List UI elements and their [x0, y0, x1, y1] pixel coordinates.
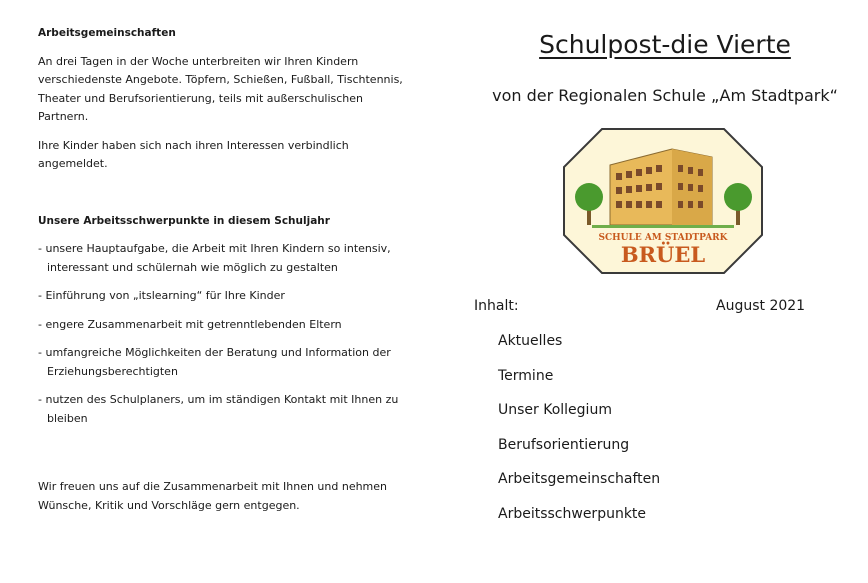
closing-paragraph: Wir freuen uns auf die Zusammenarbeit mit Ihnen und nehmen Wünsche, Kritik und Vorschläge gern entgegen.: [38, 480, 388, 512]
toc-item-arbeitsschwerpunkte: Arbeitsschwerpunkte: [498, 505, 647, 522]
focus-bullet-2: - Einführung von „itslearning“ für Ihre Kinder: [38, 289, 285, 302]
focus-heading: Unsere Arbeitsschwerpunkte in diesem Schuljahr: [38, 214, 330, 227]
table-of-contents: [498, 331, 660, 538]
school-logo: [562, 127, 764, 275]
toc-item-termine: Termine: [498, 367, 554, 384]
left-column: [38, 24, 410, 515]
page-subtitle: von der Regionalen Schule „Am Stadtpark“: [492, 86, 838, 105]
ag-paragraph: An drei Tagen in der Woche unterbreiten wir Ihren Kindern verschiedenste Angebote. Töpfern, Schießen, Fußball, Tischtennis, Theater und Berufsorientierung, teils mit außerschulischen Partnern.: [38, 54, 403, 123]
toc-item-arbeitsgemeinschaften: Arbeitsgemeinschaften: [498, 471, 661, 487]
toc-item-kollegium: Unser Kollegium: [498, 402, 612, 418]
focus-bullet-3: - engere Zusammenarbeit mit getrenntlebenden Eltern: [38, 317, 342, 331]
focus-bullet-4: - umfangreiche Möglichkeiten der Beratung und Information der Erziehungsberechtigten: [38, 346, 391, 378]
logo-text-line1: SCHULE AM STADTPARK: [598, 233, 728, 243]
focus-bullet-5: - nutzen des Schulplaners, um im ständigen Kontakt mit Ihnen zu bleiben: [38, 393, 399, 425]
issue-date: August 2021: [716, 298, 806, 314]
ag-heading: Arbeitsgemeinschaften: [38, 27, 176, 39]
registration-paragraph: Ihre Kinder haben sich nach ihren Interessen verbindlich angemeldet.: [38, 138, 349, 170]
logo-text-line2: BRÜEL: [620, 242, 706, 267]
contents-label: Inhalt:: [474, 298, 519, 314]
focus-bullet-1: - unsere Hauptaufgabe, die Arbeit mit Ihren Kindern so intensiv, interessant und schülernah wie möglich zu gestalten: [38, 242, 391, 274]
toc-item-berufsorientierung: Berufsorientierung: [498, 436, 630, 453]
toc-item-aktuelles: Aktuelles: [498, 333, 563, 349]
page-title: Schulpost-die Vierte: [539, 30, 791, 59]
